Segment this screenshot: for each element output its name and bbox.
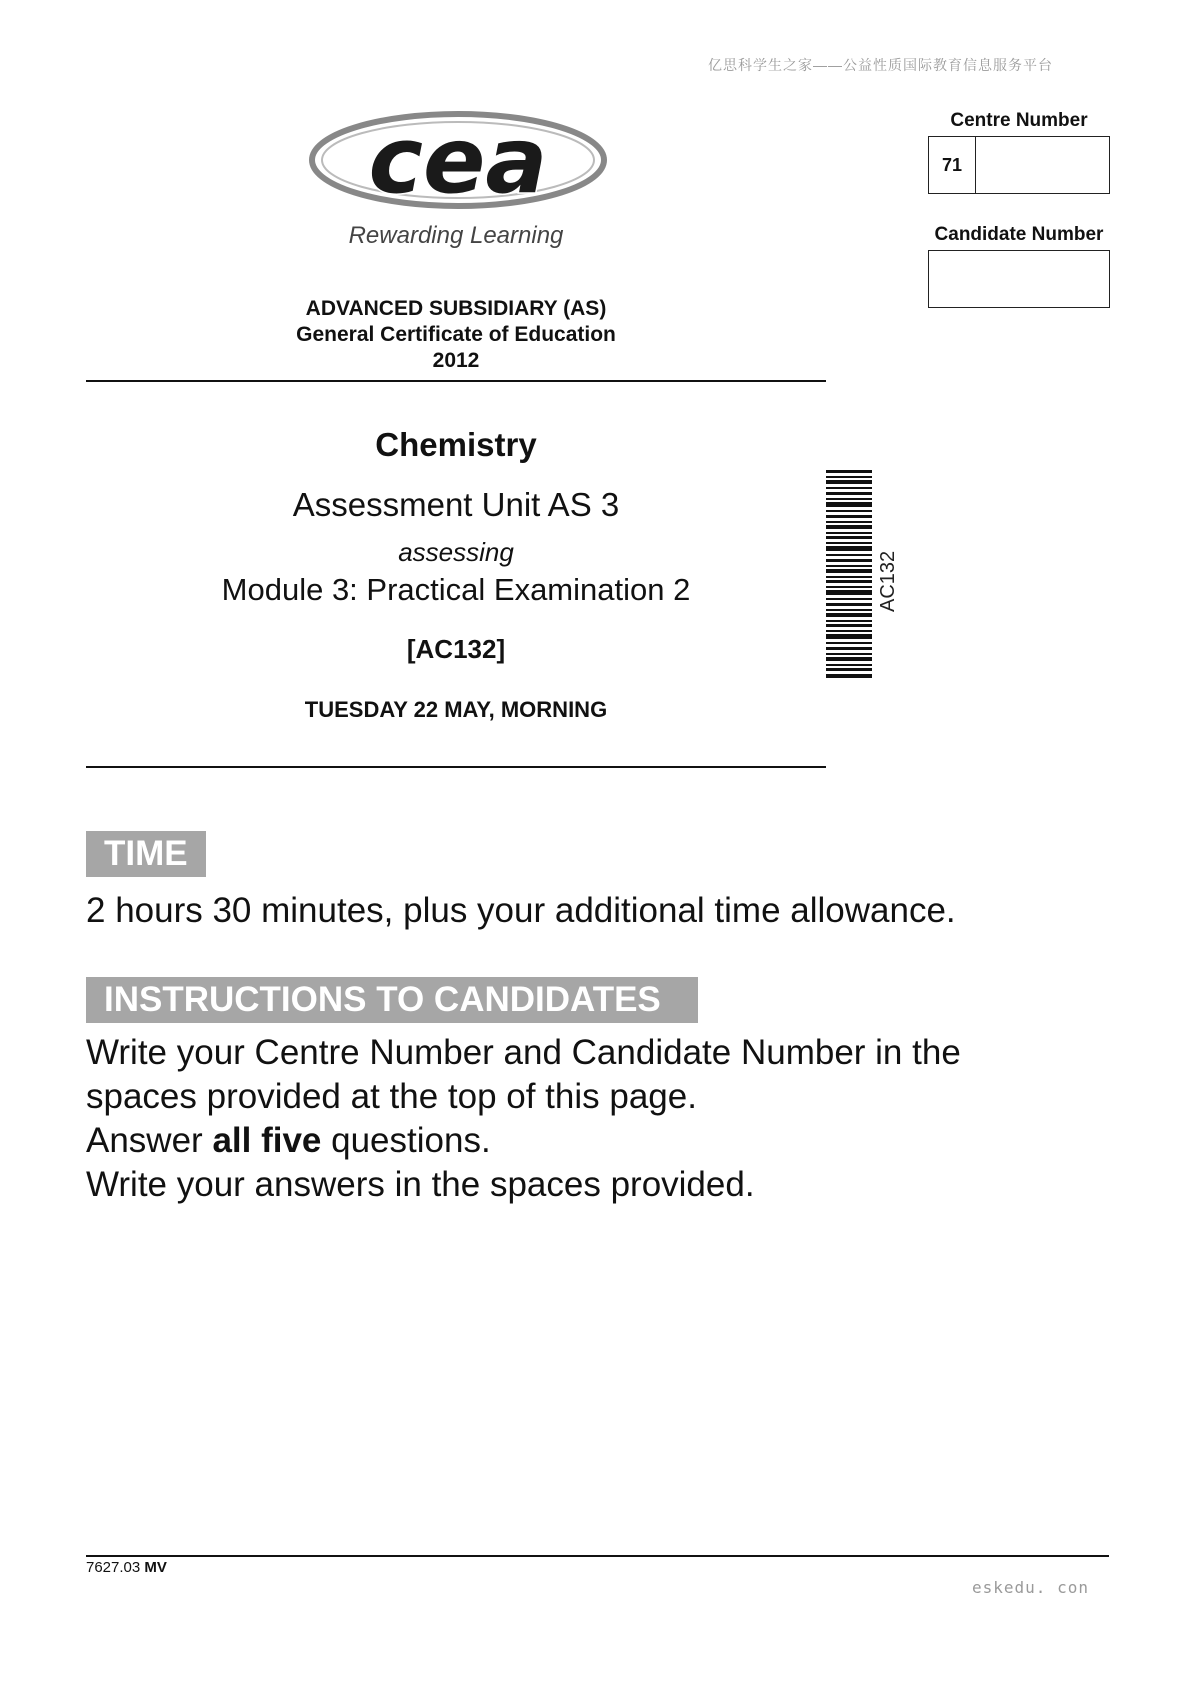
footer-code-number: 7627.03 [86, 1559, 141, 1576]
centre-number-prefix: 71 [929, 137, 976, 193]
instruction-line-2: spaces provided at the top of this page. [86, 1077, 697, 1116]
instruction-line-4: Write your answers in the spaces provided. [86, 1165, 755, 1204]
watermark-top: 亿思科学生之家——公益性质国际教育信息服务平台 [708, 57, 1053, 73]
centre-number-box[interactable] [928, 136, 1110, 194]
footer-code-suffix: MV [144, 1559, 167, 1576]
header-line-2: General Certificate of Education [296, 323, 616, 346]
instructions-heading: INSTRUCTIONS TO CANDIDATES [86, 977, 698, 1023]
header-line-1: ADVANCED SUBSIDIARY (AS) [305, 297, 607, 320]
assessing-label: assessing [398, 537, 514, 567]
unit-title: Assessment Unit AS 3 [292, 486, 620, 523]
centre-number-field[interactable] [976, 137, 1109, 193]
candidate-number-box[interactable] [928, 250, 1110, 308]
paper-code: [AC132] [406, 634, 506, 664]
instruction-line-3 [86, 1119, 1106, 1163]
logo-tagline: Rewarding Learning [348, 222, 564, 249]
module-title: Module 3: Practical Examination 2 [221, 572, 691, 607]
qualification-header [86, 296, 826, 374]
time-text: 2 hours 30 minutes, plus your additional time allowance. [86, 891, 956, 930]
watermark-bottom: eskedu. con [972, 1578, 1089, 1597]
instruction-line-1: Write your Centre Number and Candidate Number in the [86, 1033, 961, 1072]
top-rule [86, 380, 826, 382]
time-heading: TIME [86, 831, 206, 877]
exam-date: TUESDAY 22 MAY, MORNING [304, 697, 608, 722]
barcode-label: AC132 [877, 550, 899, 612]
footer-code [86, 1559, 167, 1576]
logo-text: cea [368, 110, 548, 214]
instruction-line-3-bold: all five [212, 1121, 322, 1160]
subject-title: Chemistry [375, 426, 537, 463]
instruction-line-3-pre: Answer [86, 1121, 213, 1160]
candidate-number-label: Candidate Number [934, 224, 1104, 245]
footer-rule [86, 1555, 1109, 1557]
centre-number-label: Centre Number [950, 110, 1088, 131]
bottom-rule [86, 766, 826, 768]
header-line-3: 2012 [432, 349, 480, 372]
instruction-line-3-post: questions. [321, 1121, 491, 1160]
instructions-body [86, 1031, 1106, 1207]
cea-logo [308, 110, 608, 220]
barcode [826, 470, 872, 678]
